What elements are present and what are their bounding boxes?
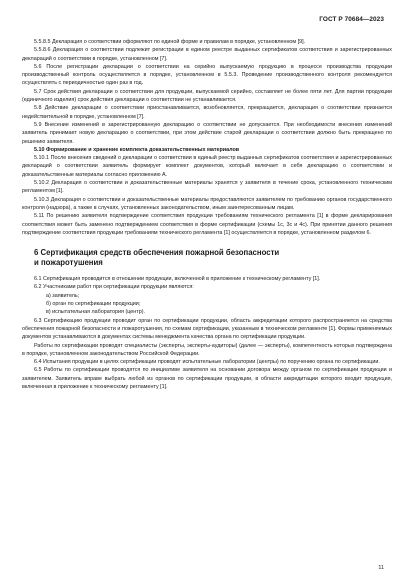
paragraph-5: 5.9 Внесение изменений в зарегистрированную декларацию о соответствии не допускается. При необходимости внесения изменений заявитель принимает новую декларацию о соответствии, при этом действие старой декларации о соответствии должно быть прекращено по решению заявителя. — [22, 121, 392, 145]
paragraph-section-6-2: а) заявитель; — [46, 292, 80, 299]
page-number: 11 — [378, 565, 384, 571]
paragraph-section-6-8: 6.5 Работы по сертификации проводятся по инициативе заявителя на основании договора между органом по сертификации продукции и заявителем. Заявитель вправе выбрать любой из органов по сертификации продукции, в области аккредитации которого входит продукция, включенная в приложение к техническому регламенту [1]. — [22, 367, 392, 390]
standard-code-header: ГОСТ Р 70684—2023 — [319, 16, 384, 23]
paragraph-7: 5.10.1 После внесения сведений о декларации о соответствии в единый реестр выданных сертификатов соответствия и зарегистрированных деклараций о соответствии заявитель формирует комплект документов, который включает в себя декларацию о соответствии и доказательственные материалы согласно приложению А. — [22, 155, 392, 178]
paragraph-8: 5.10.2 Декларация о соответствии и доказательственные материалы хранятся у заявителя в течение срока, установленного техническим регламентом [1]. — [22, 180, 392, 195]
paragraph-section-6-0: 6.1 Сертификация проводится в отношении продукции, включенной в приложение к техническому регламенту [1]. — [34, 276, 321, 283]
paragraph-section-6-4: в) испытательная лаборатория (центр). — [46, 309, 146, 316]
paragraph-6: 5.10 Формирование и хранение комплекта доказательственных материалов — [34, 146, 240, 153]
section-6-title-line-1: 6 Сертификация средств обеспечения пожарной безопасности — [34, 248, 280, 258]
paragraph-section-6-5: 6.3 Сертификацию продукции проводит орган по сертификации продукции, область аккредитации которого распространяется на средства обеспечения пожарной безопасности и пожаротушения, по схемам сертификации, указанным в техническом регламенте [1]. Формы применяемых документов устанавливаются в документах системы менеджмента качества органа по сертификации продукции. — [22, 317, 392, 341]
section-6-title-line-2: и пожаротушения — [34, 258, 103, 268]
paragraph-4: 5.8 Действие декларации о соответствии приостанавливается, возобновляется, прекращается, декларация о соответствии признается недействительной в порядке, установленном [7]. — [22, 105, 392, 120]
section-6-paragraphs — [22, 275, 392, 391]
section-6-heading — [34, 248, 392, 268]
section-5-paragraphs — [22, 38, 392, 237]
paragraph-0: 5.5.8.5 Декларация о соответствии оформляют по единой форме и правилам в порядке, установленном [9]. — [34, 39, 306, 45]
paragraph-section-6-7: 6.4 Испытания продукции в целях сертификации проводят испытательные лаборатории (центры) по поручению органа по сертификации. — [34, 359, 380, 366]
paragraph-section-6-6: Работы по сертификации проводят специалисты (эксперты, эксперты-аудиторы) (далее — эксперты), компетентность которых подтверждена в порядке, установленном законодательством Российской Федерации. — [22, 342, 392, 357]
paragraph-section-6-3: б) орган по сертификации продукции; — [46, 301, 141, 308]
paragraph-2: 5.6 После регистрации декларации о соответствии на серийно выпускаемую продукцию в процессе производства продукции производственный контроль осуществляется в порядке, установленном в 5.5.3. Проведение производственного контроля рекомендуется осуществлять с периодичностью один раз в год. — [22, 63, 392, 87]
paragraph-10: 5.11 По решению заявителя подтверждение соответствия продукции требованиям технического регламента [1] в форме декларирования соответствия может быть заменено подтверждением соответствия в форме сертификации (схемы 1с, 3с и 4с). При принятии данного решения подтверждение соответствия продукции требованиям технического регламента [1] осуществляется в порядке, установленном разделом 6. — [22, 213, 392, 236]
paragraph-section-6-1: 6.2 Участниками работ при сертификации продукции являются: — [34, 284, 194, 291]
page-content — [22, 38, 392, 391]
paragraph-9: 5.10.3 Декларация о соответствии и доказательственные материалы предоставляются заявителем по требованию органов государственного контроля (надзора), а также в случаях, установленных законодательством, иным заинтересованным лицам. — [22, 196, 392, 211]
paragraph-1: 5.5.8.6 Декларация о соответствии подлежит регистрации в едином реестре выданных сертификатов соответствия и зарегистрированных деклараций о соответствии в порядке, установленном [7]. — [22, 47, 392, 62]
paragraph-3: 5.7 Срок действия декларации о соответствии для продукции, выпускаемой серийно, составляет не более пяти лет. Для партии продукции (единичного изделия) срок действия декларации о соответствии не устанавливается. — [22, 88, 392, 104]
